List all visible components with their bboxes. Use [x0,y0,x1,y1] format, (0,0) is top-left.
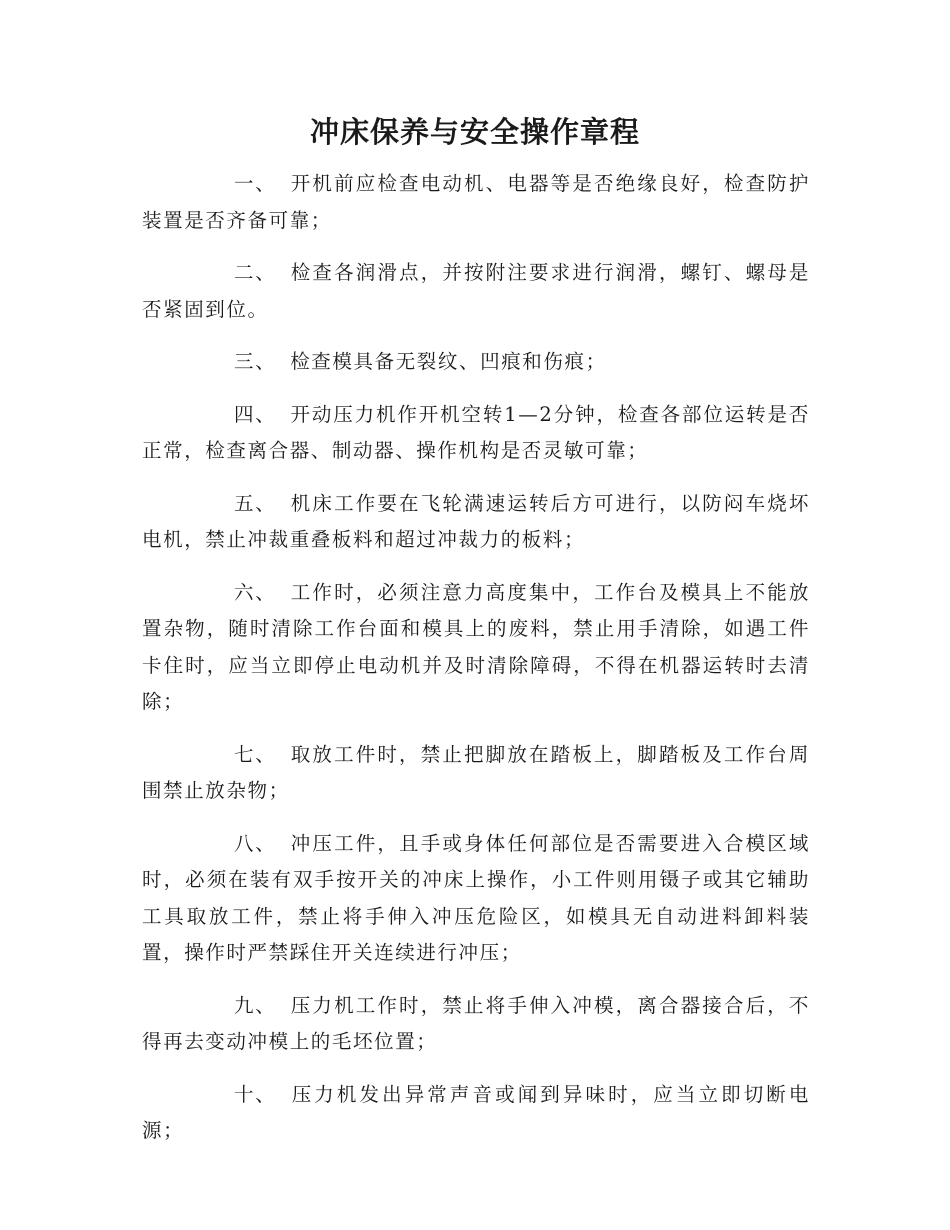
clause-10 [142,1077,810,1150]
clause-number: 九、 [234,993,277,1017]
clause-4 [142,397,810,470]
clause-number: 四、 [234,402,277,426]
clause-text: 压力机工作时，禁止将手伸入冲模，离合器接合后，不得再去变动冲模上的毛坯位置； [142,993,810,1053]
clause-text: 取放工件时，禁止把脚放在踏板上，脚踏板及工作台周围禁止放杂物； [142,742,810,802]
clause-number: 七、 [234,742,277,766]
clause-text: 开动压力机作开机空转1—2分钟，检查各部位运转是否正常，检查离合器、制动器、操作机构是否灵敏可靠； [142,402,810,462]
clause-text: 机床工作要在飞轮满速运转后方可进行，以防闷车烧坏电机，禁止冲裁重叠板料和超过冲裁力的板料； [142,491,810,551]
clause-5 [142,486,810,559]
clause-text: 开机前应检查电动机、电器等是否绝缘良好，检查防护装置是否齐备可靠； [142,172,810,232]
clause-text: 检查各润滑点，并按附注要求进行润滑，螺钉、螺母是否紧固到位。 [142,261,810,321]
document-title: 冲床保养与安全操作章程 [309,115,640,149]
clause-text: 检查模具备无裂纹、凹痕和伤痕； [290,350,607,373]
document-body [142,166,810,1166]
clause-9 [142,988,810,1061]
clause-number: 八、 [234,831,277,855]
clause-6 [142,575,810,721]
clause-number: 一、 [234,172,277,195]
clause-number: 六、 [234,580,277,604]
clause-text: 压力机发出异常声音或闻到异味时，应当立即切断电源； [142,1082,810,1142]
clause-number: 三、 [234,350,277,373]
clause-7 [142,737,810,810]
clause-text: 冲压工件，且手或身体任何部位是否需要进入合模区域时，必须在装有双手按开关的冲床上操作，小工件则用镊子或其它辅助工具取放工件，禁止将手伸入冲压危险区，如模具无自动进料卸料装置，操作时严禁踩住开关连续进行冲压； [142,831,810,964]
clause-2 [142,255,810,328]
clause-number: 十、 [234,1082,277,1106]
clause-text: 工作时，必须注意力高度集中，工作台及模具上不能放置杂物，随时清除工作台面和模具上的废料，禁止用手清除，如遇工件卡住时，应当立即停止电动机并及时清除障碍，不得在机器运转时去清除； [142,580,810,713]
clause-number: 五、 [234,491,277,515]
clause-number: 二、 [234,261,277,284]
clause-1 [142,166,810,239]
clause-3 [142,344,810,381]
clause-8 [142,826,810,972]
